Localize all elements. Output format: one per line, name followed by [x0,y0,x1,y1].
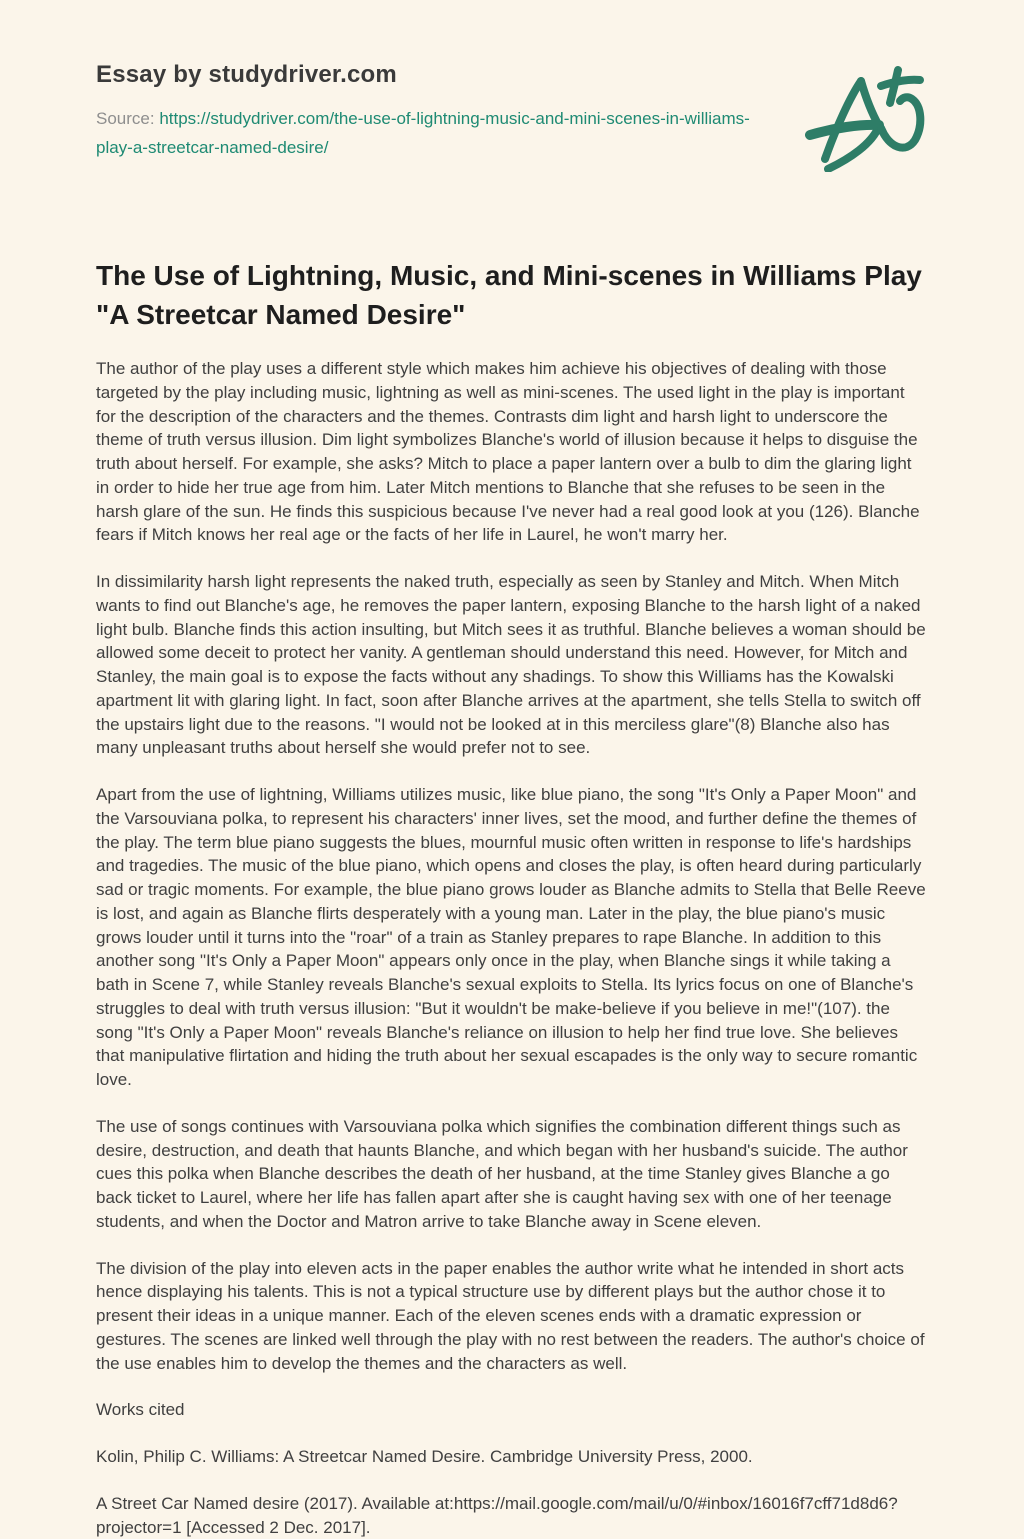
source-label: Source: [96,109,155,128]
works-cited-heading: Works cited [96,1400,185,1420]
essay-paragraph-2: In dissimilarity harsh light represents the naked truth, especially as seen by Stanley and Mitch. When Mitch wants to find out Blanche's age, he removes the paper lantern, exposing Blanche to the harsh light of a naked light bulb. Blanche finds this action insulting, but Mitch sees it as truthful. Blanche believes a woman should be allowed some deceit to protect her vanity. A gentleman should understand this need. However, for Mitch and Stanley, the main goal is to expose the facts without any shadings. To show this Williams has the Kowalski apartment lit with glaring light. In fact, soon after Blanche arrives at the apartment, she tells Stella to switch off the upstairs light due to the reasons. "I would not be looked at in this merciless glare"(8) Blanche also has many unpleasant truths about herself she would prefer not to see. [96,572,926,758]
essay-paragraph-1: The author of the play uses a different style which makes him achieve his objectives of dealing with those targeted by the play including music, lightning as well as mini-scenes. The used light in the play is important for the description of the characters and the themes. Contrasts dim light and harsh light to underscore the theme of truth versus illusion. Dim light symbolizes Blanche's world of illusion because it helps to disguise the truth about herself. For example, she asks? Mitch to place a paper lantern over a bulb to dim the glaring light in order to hide her true age from him. Later Mitch mentions to Blanche that she refuses to be seen in the harsh glare of the sun. He finds this suspicious because I've never had a real good look at you (126). Blanche fears if Mitch knows her real age or the facts of her life in Laurel, he won't marry her. [96,359,920,545]
citation-entry-1: Kolin, Philip C. Williams: A Streetcar Named Desire. Cambridge University Press, 2000. [96,1447,753,1466]
essay-paragraph-5: The division of the play into eleven acts in the paper enables the author write what he intended in short acts hence displaying his talents. This is not a typical structure use by different plays but the author chose it to present their ideas in a unique manner. Each of the eleven scenes ends with a dramatic expression or gestures. The scenes are linked well through the play with no rest between the readers. The author's choice of the use enables him to develop the themes and the characters as well. [96,1258,925,1373]
essay-paragraph-3: Apart from the use of lightning, Williams utilizes music, like blue piano, the song "It's Only a Paper Moon" and the Varsouviana polka, to represent his characters' inner lives, set the mood, and further define the themes of the play. The term blue piano suggests the blues, mournful music often written in response to life's hardships and tragedies. The music of the blue piano, which opens and closes the play, is often heard during particularly sad or tragic moments. For example, the blue piano grows louder as Blanche admits to Stella that Belle Reeve is lost, and again as Blanche flirts desperately with a young man. Later in the play, the blue piano's music grows louder until it turns into the "roar" of a train as Stanley prepares to rape Blanche. In addition to this another song "It's Only a Paper Moon" appears only once in the play, when Blanche sings it while taking a bath in Scene 7, while Stanley reveals Blanche's sexual exploits to Stella. Its lyrics focus on one of Blanche's struggles to deal with truth versus illusion: "But it wouldn't be make-believe if you believe in me!"(107). the song "It's Only a Paper Moon" reveals Blanche's reliance on illusion to help her find true love. She believes that manipulative flirtation and hiding the truth about her sexual escapades is the only way to secure romantic love. [96,785,926,1089]
page-header [96,61,928,162]
essay-title: The Use of Lightning, Music, and Mini-scenes in Williams Play "A Streetcar Named Desire" [96,260,922,330]
site-header-title: Essay by studydriver.com [96,61,397,88]
essay-body [96,357,928,1539]
essay-paragraph-4: The use of songs continues with Varsouviana polka which signifies the combination different things such as desire, destruction, and death that haunts Blanche, and which began with her husband's suicide. The author cues this polka when Blanche describes the death of her husband, at the time Stanley gives Blanche a go back ticket to Laurel, where her life has fallen apart after she is caught having sex with one of her teenage students, and when the Doctor and Matron arrive to take Blanche away in Scene eleven. [96,1116,908,1231]
source-url-link[interactable]: https://studydriver.com/the-use-of-lightning-music-and-mini-scenes-in-williams-play-a-streetcar-named-desire/ [96,109,750,157]
a-plus-logo-icon [804,56,936,172]
essay-page [96,0,928,1539]
source-line [96,105,758,162]
citation-entry-2: A Street Car Named desire (2017). Available at:https://mail.google.com/mail/u/0/#inbox/16016f7cff71d8d6?projector=1 [Accessed 2 Dec. 2017]. [96,1493,898,1537]
